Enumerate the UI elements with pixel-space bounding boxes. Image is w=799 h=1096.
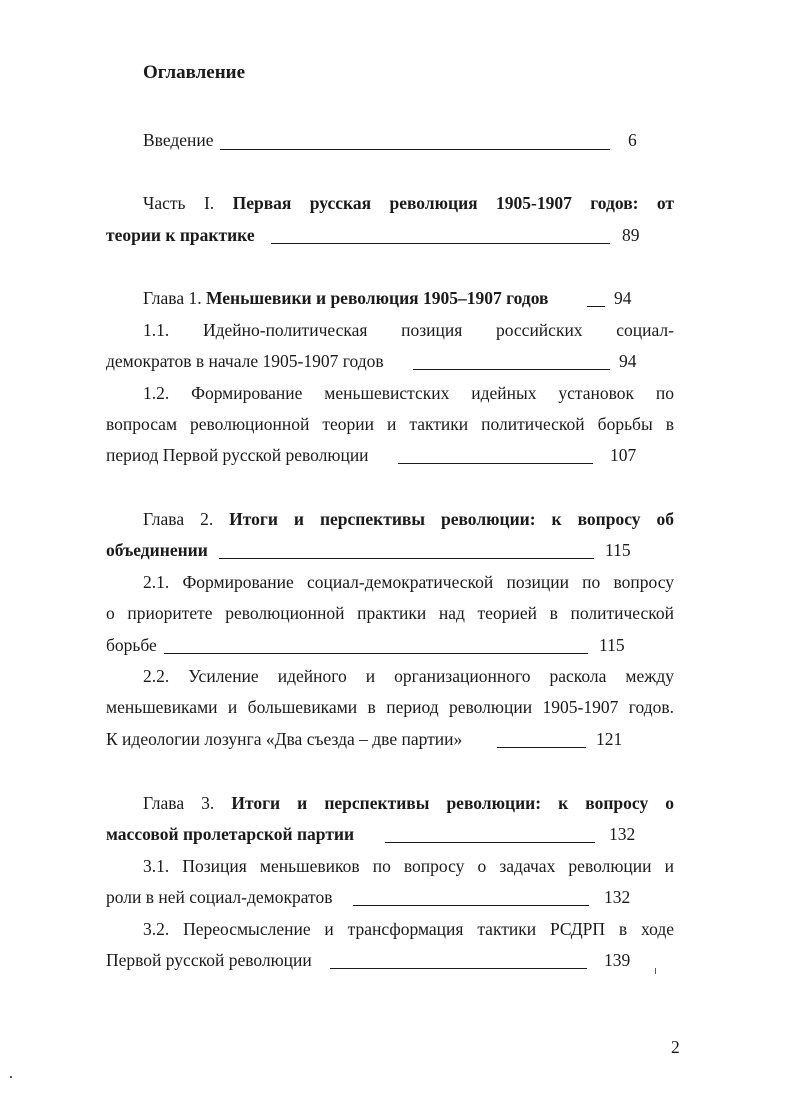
page-number: 2 [671,1037,680,1057]
toc-s21-line1: 2.1. Формирование социал-демократической позиции по вопросу [143,572,674,592]
toc-s32-page: 139 [604,950,631,970]
toc-part1-title: Первая русская революция 1905-1907 годов: от [232,193,675,213]
toc-s21-page: 115 [599,635,625,655]
toc-ch3-page: 132 [609,824,636,844]
toc-s22-page: 121 [596,729,623,749]
toc-s12-page: 107 [610,445,637,465]
toc-s32-line2: Первой русской революции [106,950,312,970]
toc-s11-line2: демократов в начале 1905-1907 годов [106,351,384,371]
toc-s32-line1: 3.2. Переосмысление и трансформация тактики РСДРП в ходе [143,919,674,939]
toc-part1-page: 89 [622,225,640,245]
toc-s21-line3: борьбе [106,635,157,655]
toc-s31-line1: 3.1. Позиция меньшевиков по вопросу о задачах революции и [143,856,674,876]
toc-s21-line2: о приоритете революционной практики над теорией в политической [106,603,674,623]
toc-s12-line1: 1.2. Формирование меньшевистских идейных установок по [143,383,674,403]
scan-speck [10,1076,12,1078]
page-title: Оглавление [143,62,246,83]
toc-leader [587,306,605,307]
toc-ch2-title: Итоги и перспективы революции: к вопросу об [229,509,675,529]
toc-s22-line2: меньшевиками и большевиками в период революции 1905-1907 годов. [106,697,674,717]
toc-leader [497,747,586,748]
toc-ch2-line2: объединении [106,540,208,560]
toc-leader [330,968,587,969]
toc-ch2-line1 [143,508,674,530]
toc-ch1-heading [143,287,549,309]
toc-leader [271,243,610,244]
toc-ch1-prefix: Глава 1. [143,288,202,308]
toc-leader [413,369,610,370]
scan-speck [655,968,656,974]
toc-s11-page: 94 [619,351,637,371]
toc-leader [398,463,593,464]
toc-s12-line2: вопросам революционной теории и тактики политической борьбы в [106,414,674,434]
toc-intro-page: 6 [628,130,637,150]
toc-leader [220,149,610,150]
toc-ch2-page: 115 [605,540,631,560]
toc-leader [164,653,588,654]
toc-s22-line3: К идеологии лозунга «Два съезда – две партии» [106,729,463,749]
toc-ch3-prefix: Глава 3. [143,793,215,813]
toc-ch3-line1 [143,792,674,814]
toc-ch1-page: 94 [614,288,632,308]
toc-ch2-prefix: Глава 2. [143,509,214,529]
toc-ch1-title: Меньшевики и революция 1905–1907 годов [205,288,549,308]
toc-part1-prefix: Часть I. [143,193,215,213]
toc-part1-line2: теории к практике [106,225,255,245]
toc-ch3-line2: массовой пролетарской партии [106,824,355,844]
toc-intro-label: Введение [143,130,214,150]
toc-ch3-title: Итоги и перспективы революции: к вопросу о [231,793,675,813]
toc-s12-line3: период Первой русской революции [106,445,369,465]
toc-s31-line2: роли в ней социал-демократов [106,887,333,907]
toc-s22-line1: 2.2. Усиление идейного и организационного раскола между [143,666,674,686]
toc-part1-line1 [143,192,674,214]
toc-leader [353,905,589,906]
toc-s11-line1: 1.1. Идейно-политическая позиция российских социал- [143,320,674,340]
toc-s31-page: 132 [604,887,631,907]
toc-leader [385,842,595,843]
toc-leader [219,558,594,559]
